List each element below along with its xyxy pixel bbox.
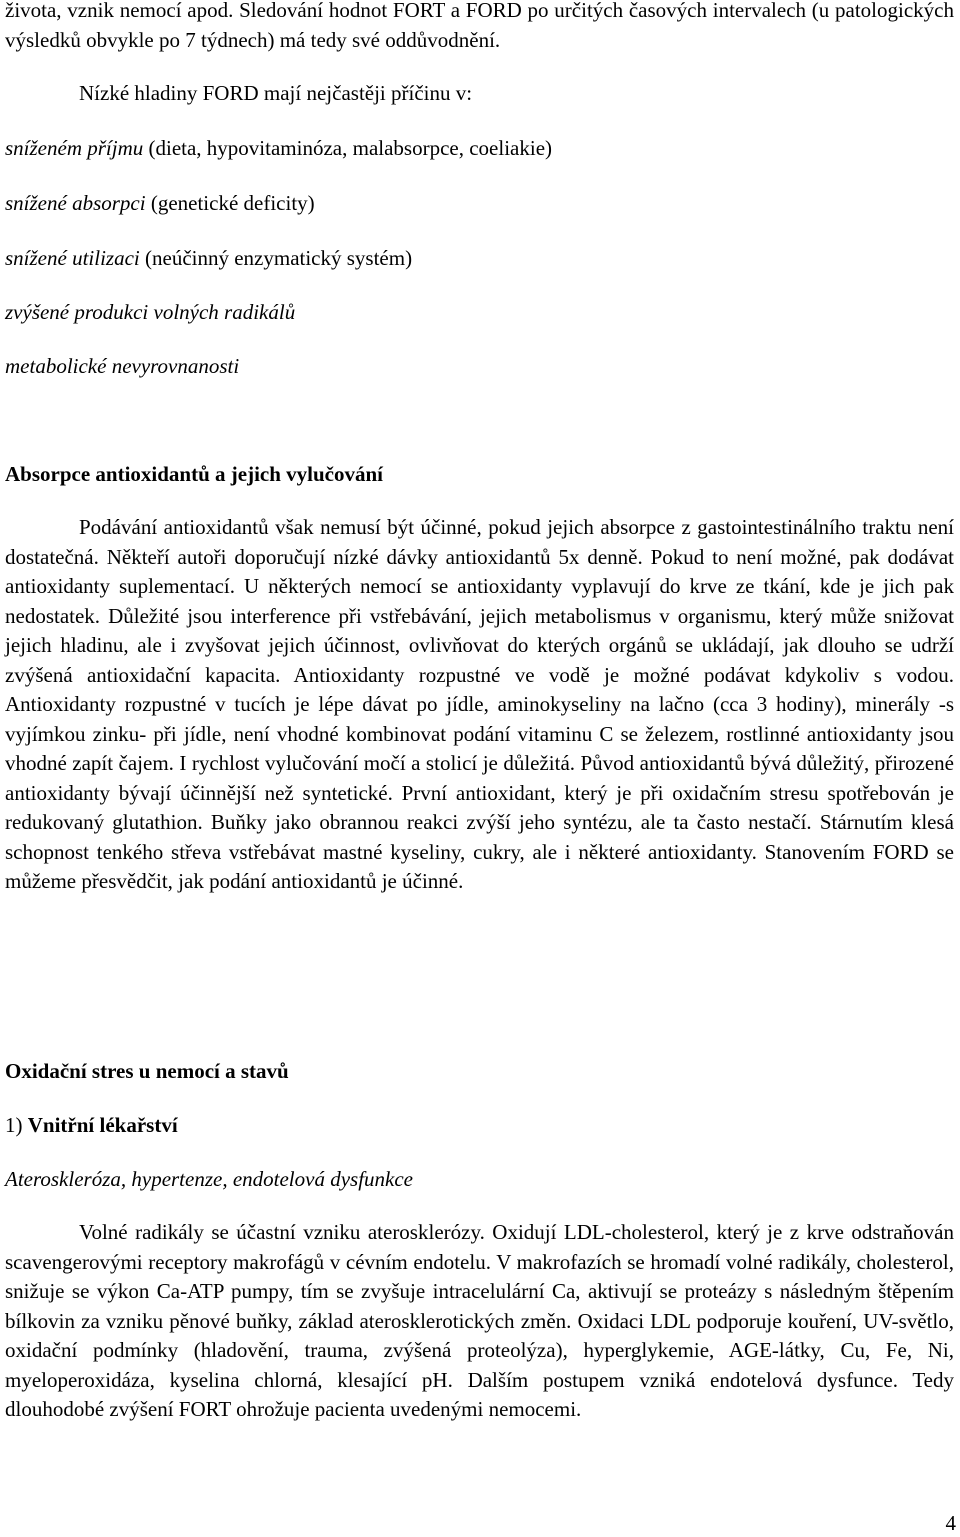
cause-detail: (genetické deficity)	[145, 191, 315, 215]
cause-item	[5, 134, 552, 162]
cause-item	[5, 244, 412, 272]
atherosclerosis-paragraph: Volné radikály se účastní vzniku aterosklerózy. Oxidují LDL-cholesterol, který je z krve odstraňován scavengerovými receptory makrofágů v cévním endotelu. V makrofazích se hromadí volné radikály, cholesterol, snižuje se výkon Ca-ATP pumpy, tím se zvyšuje intracelulární Ca, aktivují se proteázy s následným štěpením bílkovin za vzniku pěnové buňky, základ aterosklerotických změn. Oxidaci LDL podporuje kouření, UV-světlo, oxidační podmínky (hladovění, trauma, zvýšená proteolýza), hyperglykemie, AGE-látky, Cu, Fe, Ni, myeloperoxidáza, kyselina chlorná, klesající pH. Dalším postupem vzniká endotelová dysfunce. Tedy dlouhodobé zvýšení FORT ohrožuje pacienta uvedenými nemocemi.	[5, 1220, 954, 1421]
causes-lead: Nízké hladiny FORD mají nejčastěji příčinu v:	[79, 81, 473, 105]
cause-term: snížené utilizaci	[5, 246, 140, 270]
cause-term: metabolické nevyrovnanosti	[5, 354, 240, 378]
subsection-heading	[5, 1111, 178, 1139]
cause-term: sníženém příjmu	[5, 136, 144, 160]
section-heading-absorption: Absorpce antioxidantů a jejich vylučování	[5, 462, 384, 486]
cause-term: zvýšené produkci volných radikálů	[5, 300, 296, 324]
section-heading-oxidative-stress: Oxidační stres u nemocí a stavů	[5, 1059, 289, 1083]
topic-heading: Ateroskleróza, hypertenze, endotelová dysfunkce	[5, 1167, 414, 1191]
cause-item	[5, 298, 295, 326]
cause-item	[5, 189, 315, 217]
page-number: 4	[945, 1511, 956, 1535]
cause-detail: (dieta, hypovitaminóza, malabsorpce, coeliakie)	[143, 136, 553, 160]
subsection-title: Vnitřní lékařství	[27, 1113, 178, 1137]
cause-item	[5, 352, 239, 380]
absorption-paragraph: Podávání antioxidantů však nemusí být účinné, pokud jejich absorpce z gastointestinálního traktu není dostatečná. Někteří autoři doporučují nízké dávky antioxidantů 5x denně. Pokud to není možné, pak dodávat antioxidanty suplementací. U některých nemocí se antioxidanty vyplavují do krve ze tkání, kde je jich pak nedostatek. Důležité jsou interference při vstřebávání, jejich metabolismus v organismu, který může snižovat jejich hladinu, ale i zvyšovat jejich účinnost, ovlivňovat do kterých orgánů se ukládají, jak dlouho se udrží zvýšená antioxidační kapacita. Antioxidanty rozpustné ve vodě je možné podávat kdykoliv s vodou. Antioxidanty rozpustné v tucích je lépe dávat po jídle, aminokyseliny na lačno (cca 3 hodiny), minerály -s vyjímkou zinku- při jídle, není vhodné kombinovat podání vitaminu C se železem, rostlinné antioxidanty jsou vhodné zapít čajem. I rychlost vylučování močí a stolicí je důležitá. Původ antioxidantů bývá důležitý, přirozené antioxidanty bývají účinnější než syntetické. První antioxidant, který je při oxidačním stresu spotřebován je redukovaný glutathion. Buňky jako obrannou reakci zvýší jeho syntézu, ale ta často nestačí. Stárnutím klesá schopnost tenkého střeva vstřebávat mastné kyseliny, cukry, ale i některé antioxidanty. Stanovením FORD se můžeme přesvědčit, jak podání antioxidantů je účinné.	[5, 515, 954, 893]
cause-term: snížené absorpci	[5, 191, 146, 215]
intro-paragraph: života, vznik nemocí apod. Sledování hodnot FORT a FORD po určitých časových intervalech (u patologických výsledků obvykle po 7 týdnech) má tedy své oddůvodnění.	[5, 0, 954, 52]
cause-detail: (neúčinný enzymatický systém)	[139, 246, 413, 270]
subsection-number: 1)	[5, 1113, 28, 1137]
